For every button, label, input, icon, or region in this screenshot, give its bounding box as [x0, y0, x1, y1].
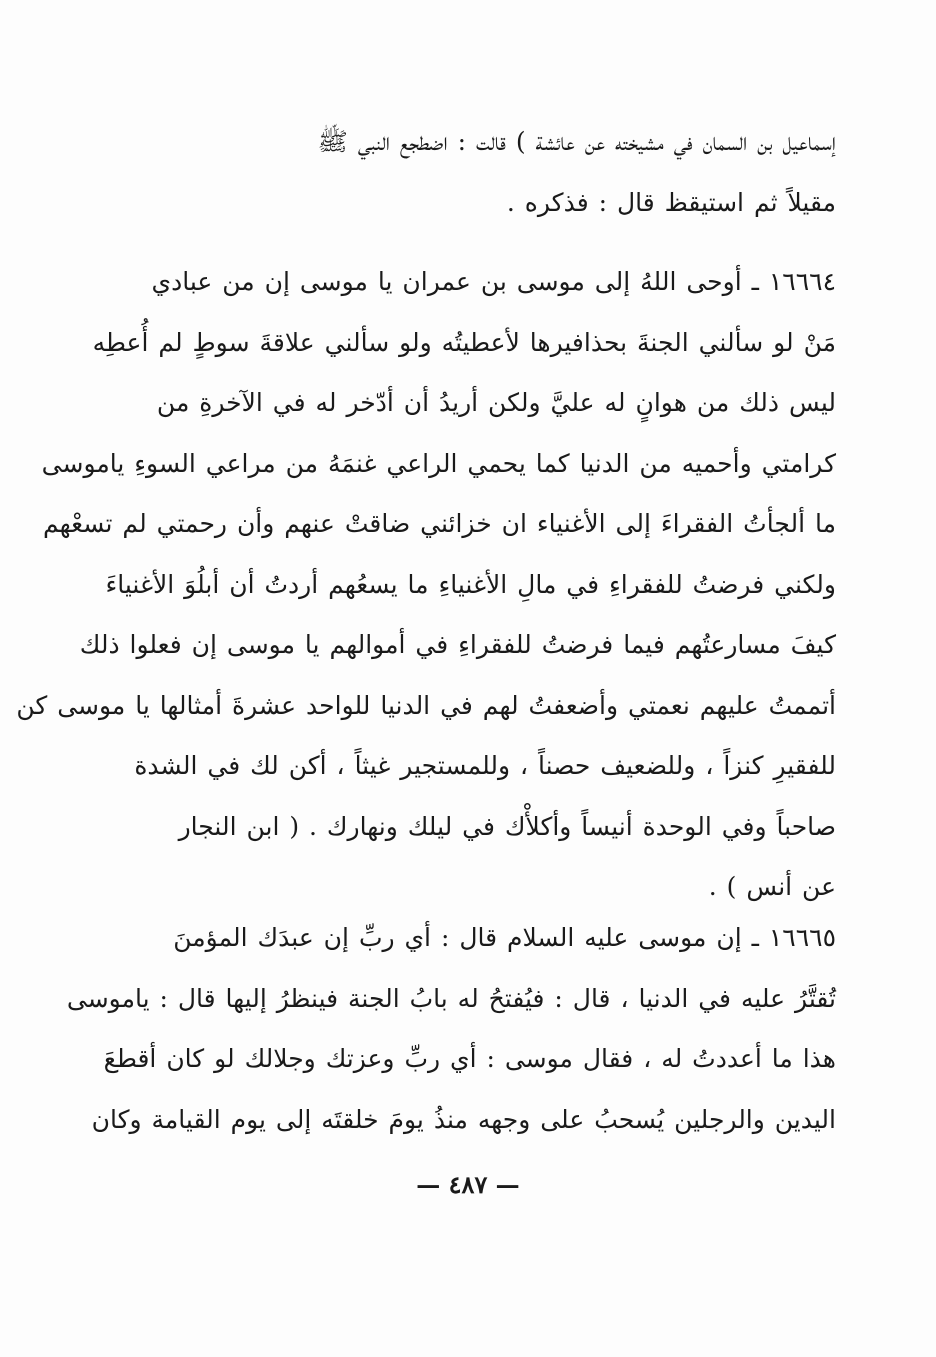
- text-line: ما ألجأتُ الفقراءَ إلى الأغنياء ان خزائني ضاقتْ عنهم وأن رحمتي لم تسعْهم: [43, 509, 836, 538]
- page-number: — ٤٨٧ —: [416, 1170, 520, 1199]
- text-line: كرامتي وأحميه من الدنيا كما يحمي الراعي غنمَهُ من مراعي السوءِ ياموسى: [41, 448, 836, 478]
- text-line: اليدين والرجلين يُسحبُ على وجهه منذُ يومَ خلقتَه إلى يوم القيامة وكان: [91, 1104, 836, 1134]
- text-line: إسماعيل بن السمان في مشيخته عن عائشة ) قالت : اضطجع النبي ﷺ: [317, 127, 836, 156]
- paragraph-hadith-16665: [66, 908, 836, 1150]
- paragraph-intro: [130, 112, 836, 233]
- text-line: ١٦٦٦٤ ـ أوحى اللهُ إلى موسى بن عمران يا موسى إن من عبادي: [151, 267, 836, 296]
- text-line: تُقتَّرُ عليه في الدنيا ، قال : فيُفتحُ له بابُ الجنة فينظرُ إليها قال : ياموسى: [66, 983, 836, 1013]
- text-line: للفقيرِ كنزاً ، وللضعيف حصناً ، وللمستجير غيثاً ، أكن لك في الشدة: [134, 751, 836, 780]
- text-line: مقيلاً ثم استيقظ قال : فذكره .: [506, 187, 836, 217]
- text-line: أتممتُ عليهم نعمتي وأضعفتُ لهم في الدنيا للواحد عشرةَ أمثالها يا موسى كن: [16, 690, 836, 720]
- text-line: ١٦٦٦٥ ـ إن موسى عليه السلام قال : أي ربِّ إن عبدَك المؤمنَ: [173, 923, 836, 952]
- text-line: كيفَ مسارعتُهم فيما فرضتُ للفقراءِ في أموالهم يا موسى إن فعلوا ذلك: [79, 630, 836, 659]
- paragraph-hadith-16664: [16, 252, 836, 918]
- text-line: مَنْ لو سألني الجنةَ بحذافيرها لأعطيتُه ولو سألني علاقةَ سوطٍ لم أُعطِه: [92, 327, 836, 357]
- text-line: صاحباً وفي الوحدة أنيساً وأكلأْك في ليلك ونهارك . ( ابن النجار: [178, 811, 836, 841]
- text-line: هذا ما أعددتُ له ، فقال موسى : أي ربِّ وعزتك وجلالك لو كان أقطعَ: [103, 1044, 836, 1073]
- text-line: ولكني فرضتُ للفقراءِ في مالِ الأغنياءِ ما يسعُهم أردتُ أن أبلُوَ الأغنياءَ: [105, 569, 836, 599]
- text-line: ليس ذلك من هوانٍ له عليَّ ولكن أريدُ أن أدّخر له في الآخرةِ من: [156, 388, 836, 417]
- text-line: عن أنس ) .: [708, 872, 836, 901]
